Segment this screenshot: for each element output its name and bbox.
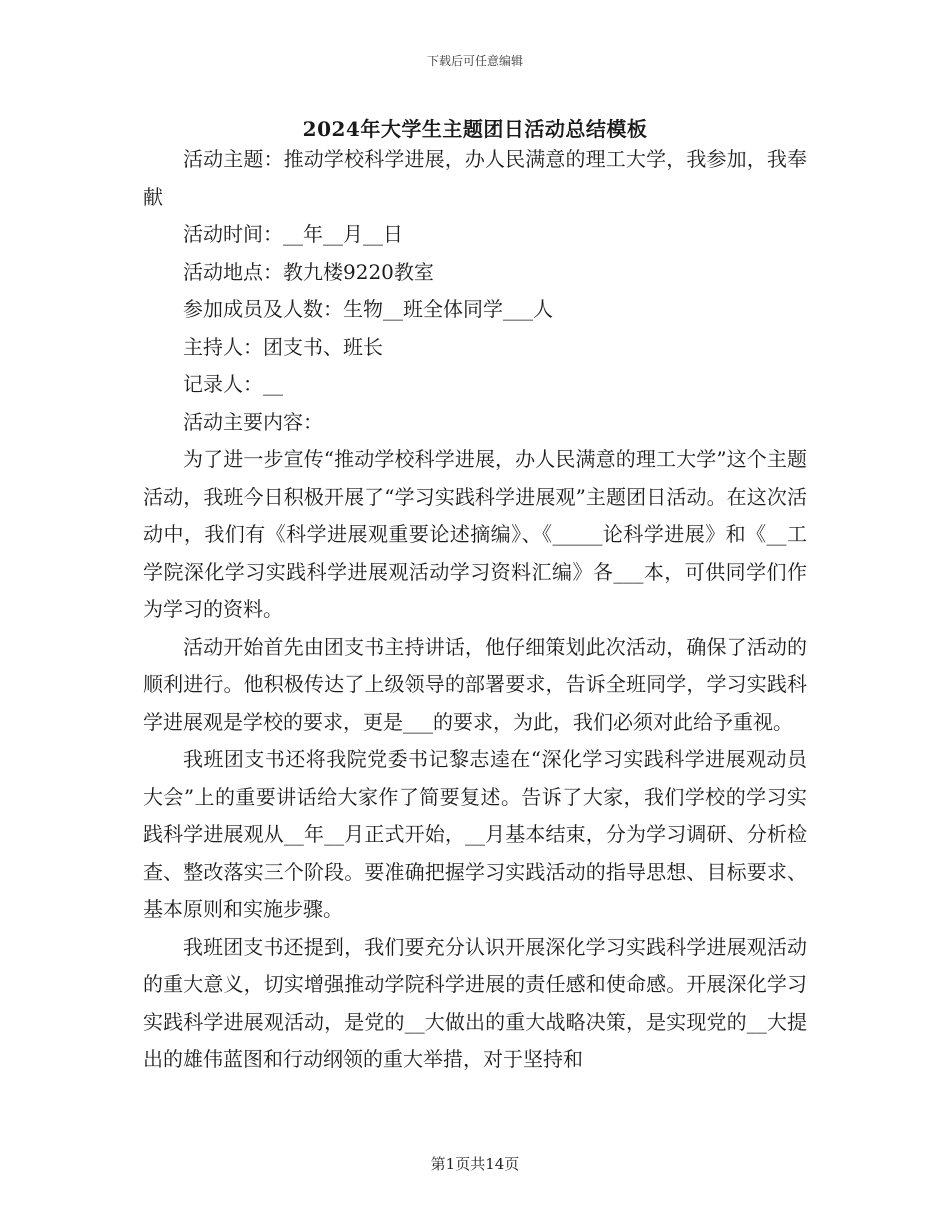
document-body	[143, 141, 807, 1079]
paragraph-location: 活动地点：教九楼9220教室	[183, 259, 434, 284]
paragraph-participants: 参加成员及人数：生物__班全体同学___人	[183, 297, 553, 321]
paragraph-time: 活动时间：__年__月__日	[183, 222, 403, 246]
paragraph-host: 主持人：团支书、班长	[183, 334, 383, 359]
paragraph-body: 为了进一步宣传“推动学校科学进展，办人民满意的理工大学”这个主题活动，我班今日积极开展了“学习实践科学进展观”主题团日活动。在这次活动中，我们有《科学进展观重要论述摘编》、《_____论科学进展》和《__工学院深化学习实践科学进展观活动学习资料汇编》各___本，可供同学们作为学习的资料。	[143, 447, 807, 621]
paragraph-recorder: 记录人：__	[183, 372, 283, 396]
paragraph-body: 我班团支书还提到，我们要充分认识开展深化学习实践科学进展观活动的重大意义，切实增强推动学院科学进展的责任感和使命感。开展深化学习实践科学进展观活动，是党的__大做出的重大战略决策，是实现党的__大提出的雄伟蓝图和行动纲领的重大举措，对于坚持和	[143, 934, 807, 1071]
header-note: 下载后可任意编辑	[426, 54, 523, 68]
document-title: 2024年大学生主题团日活动总结模板	[302, 117, 648, 141]
paragraph-body: 我班团支书还将我院党委书记黎志逵在“深化学习实践科学进展观动员大会”上的重要讲话给大家作了简要复述。告诉了大家，我们学校的学习实践科学进展观从__年__月正式开始，__月基本结束，分为学习调研、分析检查、整改落实三个阶段。要准确把握学习实践活动的指导思想、目标要求、基本原则和实施步骤。	[143, 747, 807, 921]
paragraph-body: 活动开始首先由团支书主持讲话，他仔细策划此次活动，确保了活动的顺利进行。他积极传达了上级领导的部署要求，告诉全班同学，学习实践科学进展观是学校的要求，更是___的要求，为此，我们必须对此给予重视。	[143, 634, 807, 734]
page-number-footer: 第1页共14页	[430, 1155, 520, 1173]
paragraph-content-heading: 活动主要内容：	[183, 409, 323, 434]
paragraph-theme: 活动主题：推动学校科学进展，办人民满意的理工大学，我参加，我奉献	[143, 147, 807, 209]
